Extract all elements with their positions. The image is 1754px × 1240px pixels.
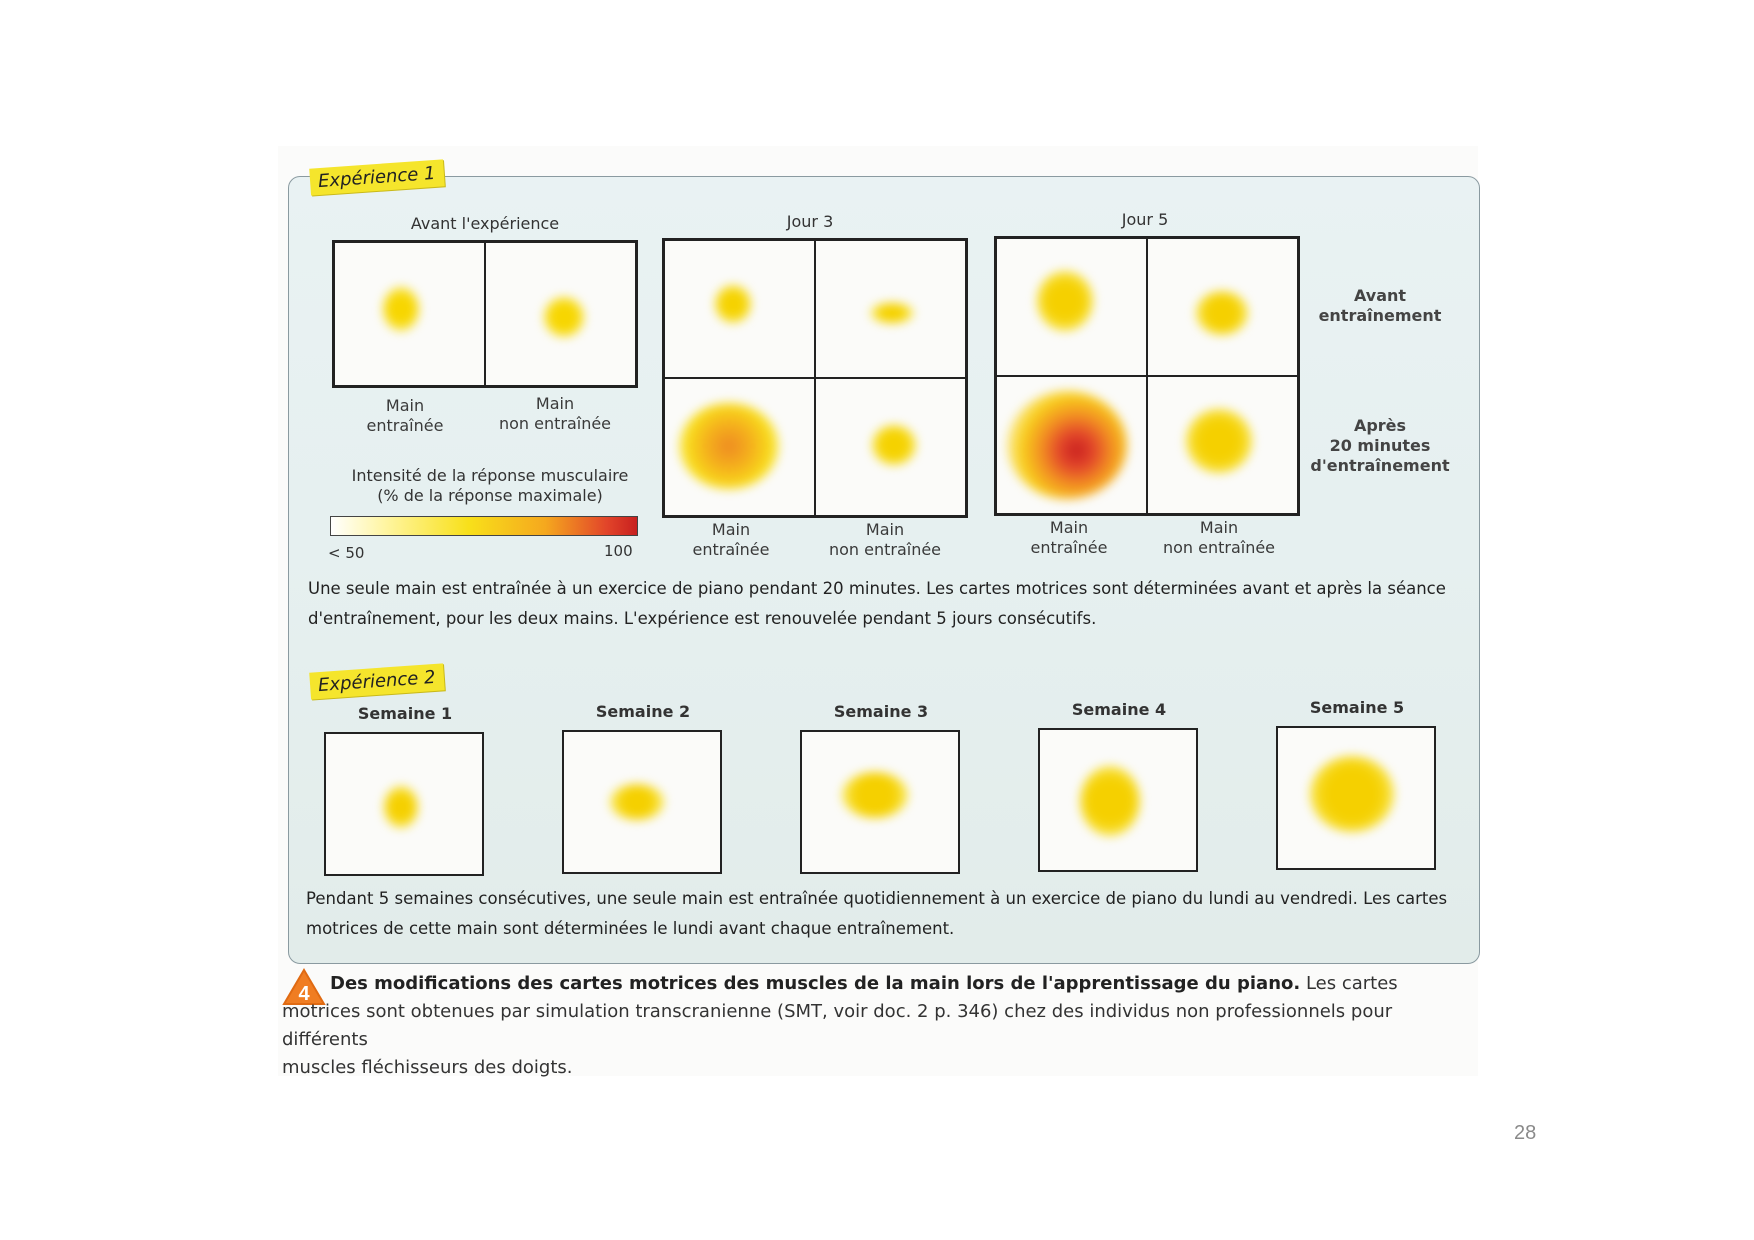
activation-blob: [544, 297, 584, 337]
label-day3-trained: [676, 520, 786, 560]
experience-2-description: [306, 884, 1466, 944]
legend-min: < 50: [328, 544, 365, 562]
activation-blob: [715, 285, 751, 323]
intensity-color-scale: [330, 516, 638, 536]
map-week-2: [562, 730, 722, 874]
activation-blob: [610, 784, 664, 820]
activation-blob: [384, 786, 418, 828]
description-line: Une seule main est entraînée à un exercice de piano pendant 20 minutes. Les cartes motrices sont déterminées avant et après la séance: [308, 579, 1446, 598]
week-title-1: Semaine 1: [357, 704, 453, 723]
map-grid-before: [332, 240, 638, 388]
row-label-before-training: Avant entraînement: [1318, 286, 1442, 325]
label-day3-untrained: [810, 520, 960, 560]
experience-1-tag: Expérience 1: [309, 159, 444, 195]
legend-max: 100: [604, 542, 633, 560]
experience-1-description: [308, 574, 1468, 634]
week-title-2: Semaine 2: [595, 702, 691, 721]
activation-blob: [1310, 756, 1394, 832]
week-title-4: Semaine 4: [1071, 700, 1167, 719]
map-week-3: [800, 730, 960, 874]
experience-2-tag: Expérience 2: [309, 663, 444, 699]
description-line: motrices de cette main sont déterminées le lundi avant chaque entraînement.: [306, 919, 955, 938]
activation-blob: [1007, 391, 1127, 499]
activation-blob: [1186, 409, 1252, 473]
description-line: d'entraînement, pour les deux mains. L'expérience est renouvelée pendant 5 jours consécutifs.: [308, 609, 1097, 628]
caption-line-2: motrices sont obtenues par simulation transcranienne (SMT, voir doc. 2 p. 346) chez des individus non professionnels pour différents: [282, 1001, 1393, 1050]
row-label-after-training: Après 20 minutes d'entraînement: [1310, 416, 1450, 475]
page-number: 28: [1514, 1122, 1537, 1144]
group-title-before: Avant l'expérience: [410, 214, 560, 233]
map-week-5: [1276, 726, 1436, 870]
activation-blob: [842, 772, 908, 818]
hand-label: Main non entraînée: [1162, 518, 1276, 557]
figure-caption: [282, 970, 1482, 1082]
label-day5-trained: [1014, 518, 1124, 558]
hand-label: Main entraînée: [692, 520, 770, 559]
group-title-day5: Jour 5: [1121, 210, 1169, 229]
legend-title: Intensité de la réponse musculaire (% de la réponse maximale): [351, 466, 629, 505]
map-grid-day3: [662, 238, 968, 518]
hand-label: Main entraînée: [1030, 518, 1108, 557]
map-before-trained: [334, 242, 485, 386]
caption-line-3: muscles fléchisseurs des doigts.: [282, 1057, 573, 1078]
activation-blob: [870, 303, 914, 323]
map-day5-untrained-after: [1147, 376, 1298, 514]
map-day3-trained-after: [664, 378, 815, 516]
hand-label: Main non entraînée: [498, 394, 612, 433]
activation-blob: [1037, 271, 1093, 331]
map-week-1: [324, 732, 484, 876]
map-before-untrained: [485, 242, 636, 386]
description-line: Pendant 5 semaines consécutives, une seule main est entraînée quotidiennement à un exercice de piano du lundi au vendredi. Les cartes: [306, 889, 1448, 908]
caption-text: Les cartes: [1300, 973, 1398, 994]
hand-label: Main entraînée: [366, 396, 444, 435]
activation-blob: [383, 287, 419, 331]
figure-number: 4: [298, 983, 310, 1005]
map-day3-trained-before: [664, 240, 815, 378]
label-day5-untrained: [1144, 518, 1294, 558]
week-title-3: Semaine 3: [833, 702, 929, 721]
caption-line-1: [282, 970, 1482, 998]
label-before-trained: [350, 396, 460, 436]
map-day5-untrained-before: [1147, 238, 1298, 376]
map-day5-trained-after: [996, 376, 1147, 514]
activation-blob: [679, 403, 779, 489]
label-before-untrained: [480, 394, 630, 434]
map-grid-day5: [994, 236, 1300, 516]
map-day3-untrained-after: [815, 378, 966, 516]
activation-blob: [1196, 291, 1248, 335]
map-day3-untrained-before: [815, 240, 966, 378]
week-title-5: Semaine 5: [1309, 698, 1405, 717]
group-title-day3: Jour 3: [786, 212, 834, 231]
activation-blob: [872, 425, 916, 465]
figure-title: Des modifications des cartes motrices des muscles de la main lors de l'apprentissage du piano.: [330, 973, 1301, 994]
map-week-4: [1038, 728, 1198, 872]
activation-blob: [1080, 766, 1140, 836]
hand-label: Main non entraînée: [828, 520, 942, 559]
map-day5-trained-before: [996, 238, 1147, 376]
